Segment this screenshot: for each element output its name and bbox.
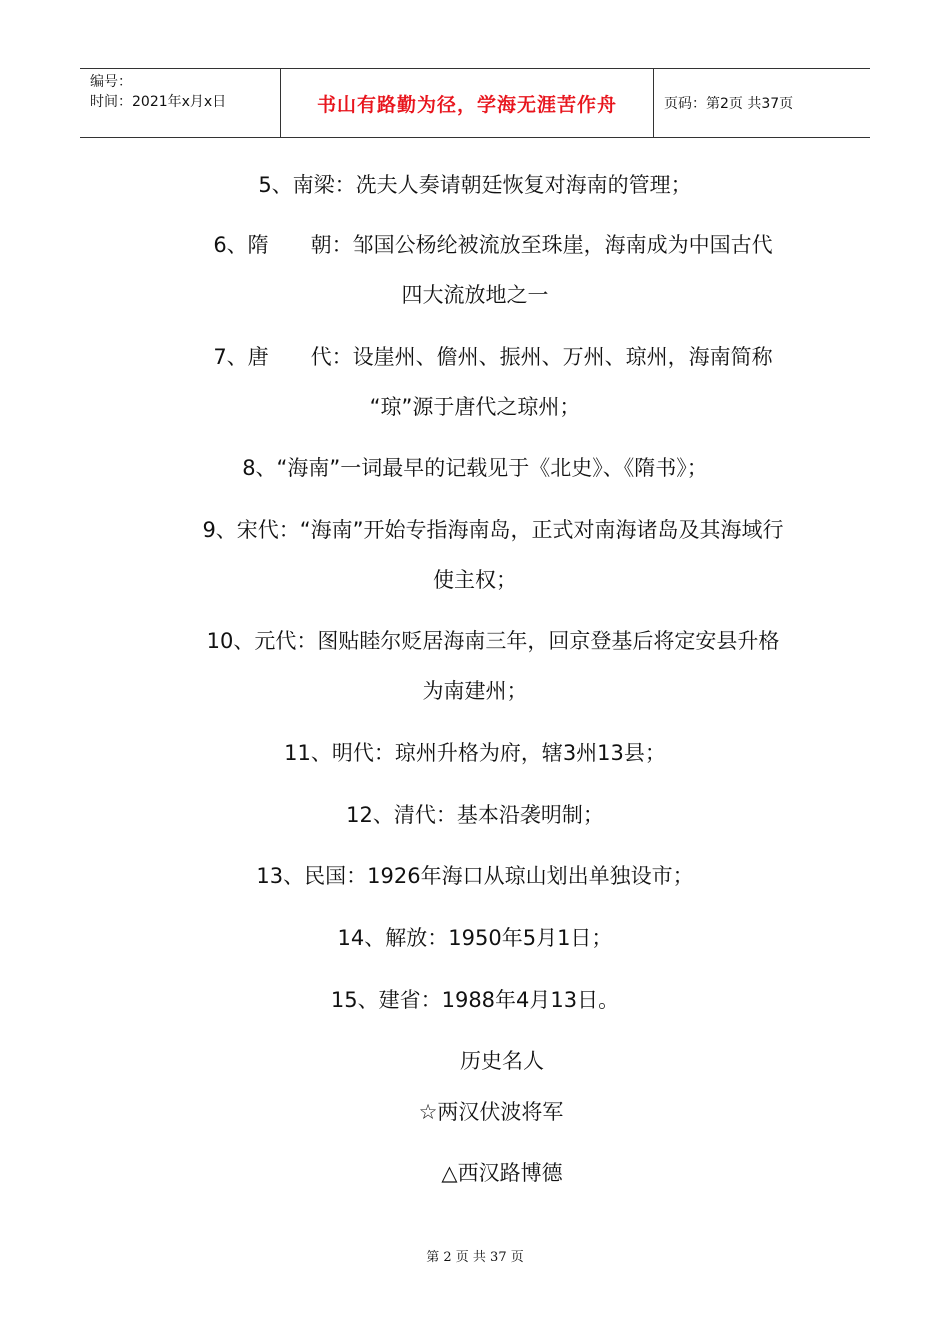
history-item-7-continued: “琼”源于唐代之琼州；	[369, 395, 581, 419]
history-item-10-continued: 为南建州；	[422, 679, 528, 703]
history-item-5: 5、南梁：冼夫人奏请朝廷恢复对海南的管理；	[258, 173, 692, 197]
header-motto: 书山有路勤为径，学海无涯苦作舟	[281, 69, 654, 137]
history-item-9: 9、宋代：“海南”开始专指海南岛，正式对南海诸岛及其海域行	[202, 518, 784, 542]
history-item-6-continued: 四大流放地之一	[401, 283, 549, 307]
history-item-8: 8、“海南”一词最早的记载见于《北史》、《隋书》；	[242, 456, 708, 480]
history-item-11: 11、明代：琼州升格为府，辖3州13县；	[284, 741, 666, 765]
page-header	[80, 68, 870, 138]
history-item-12: 12、清代：基本沿袭明制；	[346, 803, 604, 827]
header-meta	[80, 69, 281, 137]
subheading-lu-bode: △西汉路博德	[441, 1161, 563, 1185]
document-number-label: 编号：	[90, 74, 132, 90]
history-item-6: 6、隋 朝：邹国公杨纶被流放至珠崖，海南成为中国古代	[213, 233, 773, 257]
history-item-7: 7、唐 代：设崖州、儋州、振州、万州、琼州，海南简称	[213, 345, 773, 369]
history-item-9-continued: 使主权；	[433, 568, 517, 592]
section-heading-historical-figures: 历史名人	[460, 1049, 544, 1073]
header-page-number: 页码：第2页 共37页	[664, 96, 794, 112]
document-time-label: 时间：2021年x月x日	[90, 94, 227, 110]
page-footer: 第 2 页 共 37 页	[426, 1250, 524, 1265]
history-item-10: 10、元代：图贴睦尔贬居海南三年，回京登基后将定安县升格	[206, 629, 780, 653]
history-item-15: 15、建省：1988年4月13日。	[330, 988, 620, 1012]
history-item-14: 14、解放：1950年5月1日；	[337, 926, 613, 950]
subheading-han-fubo-generals: ☆两汉伏波将军	[418, 1100, 564, 1124]
history-item-13: 13、民国：1926年海口从琼山划出单独设市；	[256, 864, 694, 888]
